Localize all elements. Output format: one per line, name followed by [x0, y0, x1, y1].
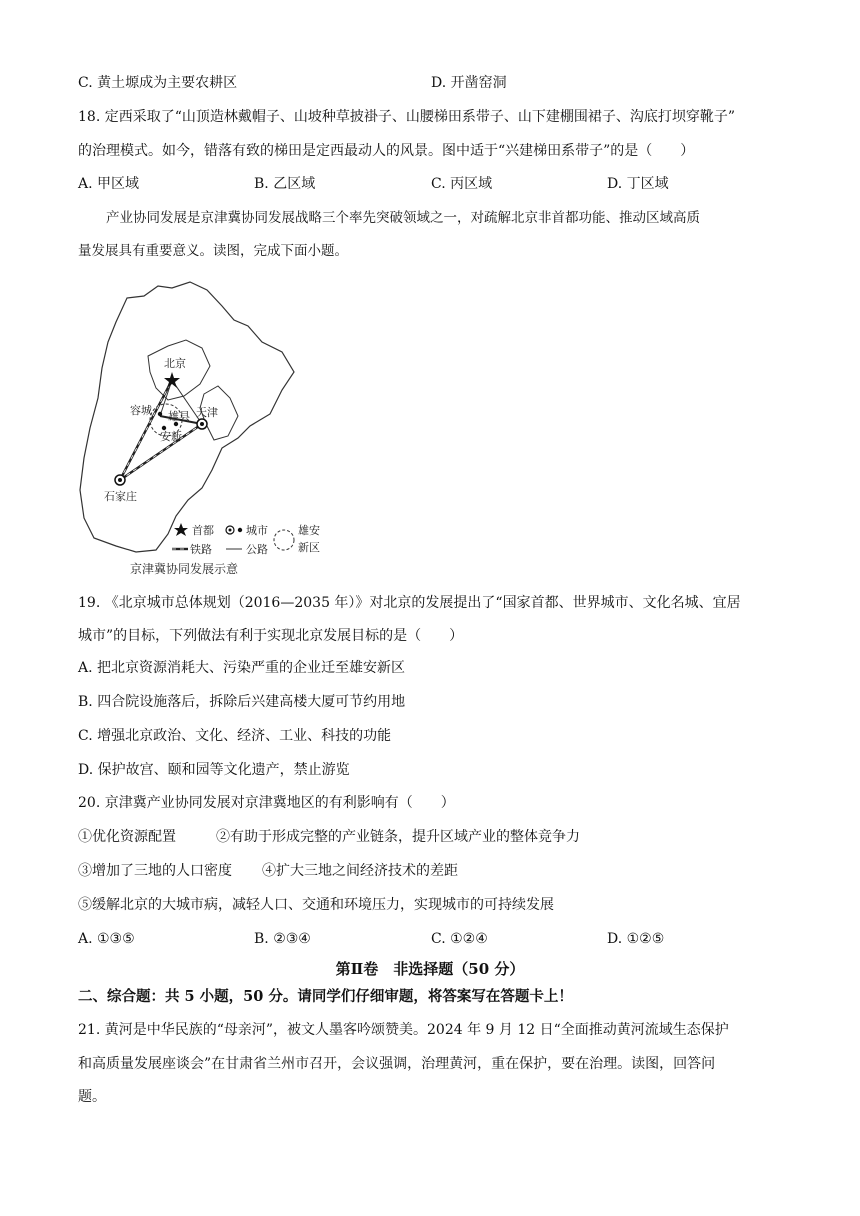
label-xiongxian: 雄县 — [168, 410, 190, 423]
q19-option-b: B. 四合院设施落后，拆除后兴建高楼大厦可节约用地 — [78, 694, 406, 710]
legend-xiongan-2: 新区 — [298, 541, 320, 554]
section2-title: 第Ⅱ卷 非选择题（50 分） — [335, 960, 525, 978]
legend-xiongan-1: 雄安 — [298, 524, 320, 537]
q20-option-b: B. ②③④ — [254, 931, 311, 947]
q20-statement-5: ⑤缓解北京的大城市病，减轻人口、交通和环境压力，实现城市的可持续发展 — [78, 897, 554, 913]
rongcheng-dot — [158, 412, 162, 416]
legend-capital-icon — [174, 523, 188, 536]
intro-line2: 量发展具有重要意义。读图，完成下面小题。 — [78, 243, 348, 259]
legend-capital: 首都 — [192, 524, 214, 537]
q18-option-c: C. 丙区域 — [431, 176, 493, 192]
intro-line1: 产业协同发展是京津冀协同发展战略三个率先突破领域之一，对疏解北京非首都功能、推动区域高质 — [106, 210, 700, 226]
label-rongcheng: 容城 — [130, 404, 152, 417]
jingjinji-map — [72, 268, 362, 580]
q20-statement-3: ③增加了三地的人口密度 — [78, 863, 232, 879]
q19-option-a: A. 把北京资源消耗大、污染严重的企业迁至雄安新区 — [78, 660, 406, 676]
q17-option-d: D. 开凿窑洞 — [431, 75, 507, 91]
q18-option-b: B. 乙区域 — [254, 176, 316, 192]
q20-statement-2: ②有助于形成完整的产业链条，提升区域产业的整体竞争力 — [216, 829, 580, 845]
q20-option-a: A. ①③⑤ — [78, 931, 135, 947]
q21-stem-line1: 21. 黄河是中华民族的“母亲河”，被文人墨客吟颂赞美。2024 年 9 月 12 日“全面推动黄河流域生态保护 — [78, 1022, 729, 1038]
q19-stem-line1: 19. 《北京城市总体规划（2016—2035 年）》对北京的发展提出了“国家首都、世界城市、文化名城、宜居 — [78, 595, 741, 611]
legend-railway: 铁路 — [190, 543, 212, 556]
legend-xiongan-icon — [274, 530, 294, 550]
q18-stem-line2: 的治理模式。如今，错落有致的梯田是定西最动人的风景。图中适于“兴建梯田系带子”的是（ ） — [78, 143, 695, 159]
legend-highway: 公路 — [246, 543, 268, 556]
q18-option-a: A. 甲区域 — [78, 176, 140, 192]
q20-statement-1: ①优化资源配置 — [78, 829, 176, 845]
section2-heading: 二、综合题：共 5 小题，50 分。请同学们仔细审题，将答案写在答题卡上！ — [78, 988, 573, 1005]
q21-stem-line3: 题。 — [78, 1089, 106, 1105]
map-caption: 京津冀协同发展示意 — [130, 562, 239, 576]
q18-stem-line1: 18. 定西采取了“山顶造林戴帽子、山坡种草披褂子、山腰梯田系带子、山下建棚围裙子、沟底打坝穿靴子” — [78, 109, 736, 125]
q17-option-c: C. 黄土塬成为主要农耕区 — [78, 75, 238, 91]
capital-star-icon — [164, 372, 180, 388]
legend-city: 城市 — [246, 524, 268, 537]
q21-stem-line2: 和高质量发展座谈会”在甘肃省兰州市召开，会议强调，治理黄河，重在保护，要在治理。读图，回答问 — [78, 1056, 716, 1072]
label-shijiazhuang: 石家庄 — [104, 490, 137, 503]
label-tianjin: 天津 — [196, 406, 218, 419]
q18-option-d: D. 丁区域 — [607, 176, 669, 192]
q20-option-d: D. ①②⑤ — [607, 931, 665, 947]
q20-statement-4: ④扩大三地之间经济技术的差距 — [262, 863, 458, 879]
q19-option-c: C. 增强北京政治、文化、经济、工业、科技的功能 — [78, 728, 392, 744]
q20-stem: 20. 京津冀产业协同发展对京津冀地区的有利影响有（ ） — [78, 795, 455, 811]
q20-option-c: C. ①②④ — [431, 931, 488, 947]
label-anxin: 安新 — [160, 430, 182, 443]
label-beijing: 北京 — [164, 357, 186, 370]
q19-stem-line2: 城市”的目标，下列做法有利于实现北京发展目标的是（ ） — [78, 628, 464, 644]
q19-option-d: D. 保护故宫、颐和园等文化遗产，禁止游览 — [78, 762, 350, 778]
